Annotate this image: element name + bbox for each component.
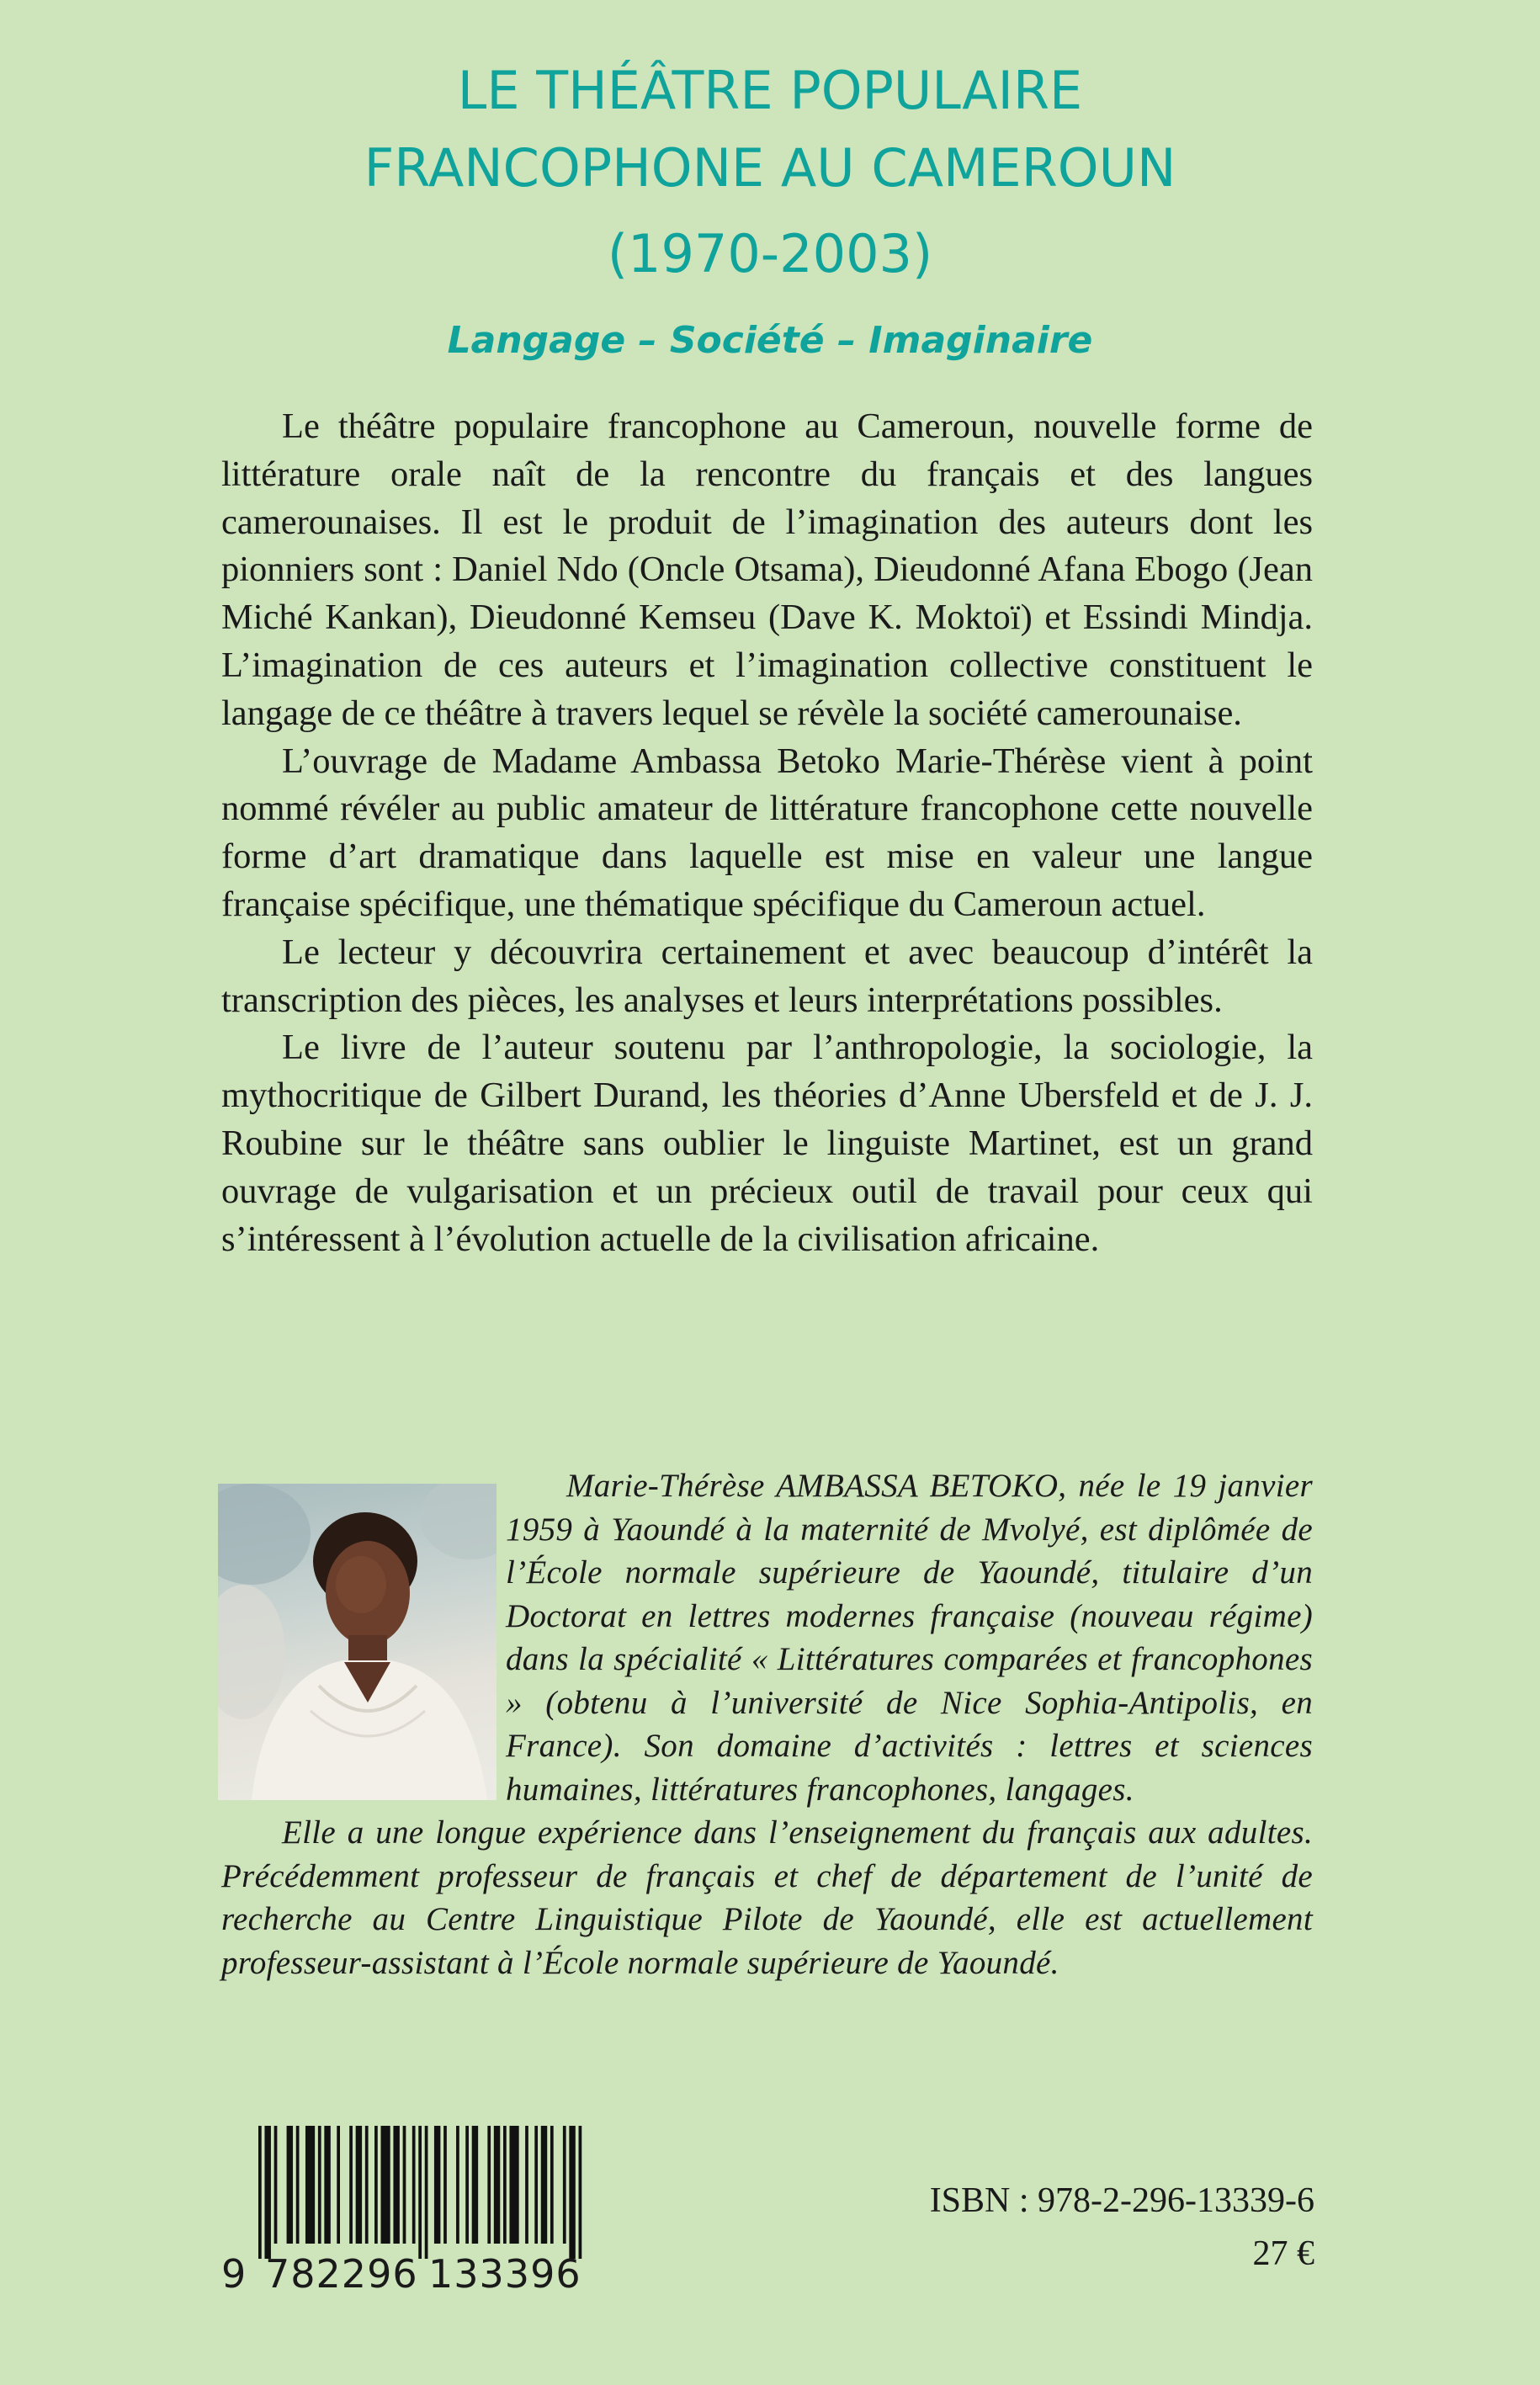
barcode-bar [503,2126,507,2244]
barcode-bar [487,2126,491,2244]
barcode-bar [418,2126,422,2259]
barcode-bar [443,2126,447,2244]
barcode-bar [550,2126,554,2244]
barcode-first-digit: 9 [221,2251,247,2297]
barcode-digits-left: 782296 [265,2251,418,2297]
author-bio-paragraph: Marie-Thérèse AMBASSA BETOKO, née le 19 janvier 1959 à Yaoundé à la maternité de Mvolyé, est diplômée de l’École normale supérieure de Yaoundé, titulaire d’un Doctorat en lettres modernes française (nouveau régime) dans la spécialité « Littératures comparées et francophones » (obtenu à l’université de Nice Sophia-Antipolis, en France). Son domaine d’activités : lettres et sciences humaines, littératures francophones, langages. [506,1468,1313,1808]
summary-text [221,403,1313,1263]
barcode-bars [258,2126,585,2259]
barcode-bar [393,2126,399,2244]
barcode-bar [374,2126,378,2244]
barcode-bar [465,2126,469,2244]
barcode-bar [456,2126,459,2244]
barcode-bar [579,2126,582,2259]
summary-paragraph: Le livre de l’auteur soutenu par l’anthropologie, la sociologie, la mythocritique de Gilbert Durand, les théories d’Anne Ubersfeld et de J. J. Roubine sur le théâtre sans oublier le linguiste Martinet, est un grand ouvrage de vulgarisation et un précieux outil de travail pour ceux qui s’intéressent à l’évolution actuelle de la civilisation africaine. [221,1028,1313,1259]
barcode-bar [356,2126,362,2244]
barcode-bar [541,2126,547,2244]
barcode-bar [318,2126,321,2244]
barcode-bar [472,2126,478,2244]
barcode-bar [365,2126,369,2244]
price: 27 € [1252,2234,1314,2273]
barcode-bar [569,2126,575,2259]
barcode-bar [525,2126,528,2244]
barcode-bar [349,2126,353,2244]
barcode-bar [324,2126,330,2244]
photo-spacer [221,1464,506,1811]
author-bio [221,1464,1313,1984]
barcode-bar [296,2126,300,2244]
barcode-bar [563,2126,566,2244]
barcode-bar [287,2126,293,2244]
author-bio-paragraph: Elle a une longue expérience dans l’enseignement du français aux adultes. Précédemment professeur de français et chef de département de l’unité de recherche au Centre Linguistique Pilote de Yaoundé, elle est actuellement professeur-assistant à l’École normale supérieure de Yaoundé. [221,1814,1313,1981]
barcode-bar [534,2126,538,2244]
barcode-bar [403,2126,406,2244]
barcode-bar [494,2126,500,2244]
barcode-bar [425,2126,428,2259]
barcode-bar [264,2126,270,2259]
book-title-dates: (1970-2003) [607,223,933,284]
isbn-number: ISBN : 978-2-296-13339-6 [929,2181,1314,2220]
summary-paragraph: Le lecteur y découvrira certainement et avec beaucoup d’intérêt la transcription des pièces, les analyses et leurs interprétations possibles. [221,932,1313,1020]
summary-paragraph: Le théâtre populaire francophone au Cameroun, nouvelle forme de littérature orale naît de la rencontre du français et des langues camerounaises. Il est le produit de l’imagination des auteurs dont les pionniers sont : Daniel Ndo (Oncle Otsama), Dieudonné Afana Ebogo (Jean Miché Kankan), Dieudonné Kemseu (Dave K. Moktoï) et Essindi Mindja. L’imagination de ces auteurs et l’imagination collective constituent le langage de ce théâtre à travers lequel se révèle la société camerounaise. [221,406,1313,733]
barcode [221,2126,592,2297]
barcode-digits-right: 133396 [428,2251,581,2297]
barcode-bar [412,2126,416,2244]
barcode-bar [305,2126,315,2244]
book-subtitle: Langage – Société – Imaginaire [447,319,1093,362]
book-title-line-1: LE THÉÂTRE POPULAIRE [457,60,1083,121]
barcode-bar [258,2126,262,2259]
barcode-bar [337,2126,340,2244]
barcode-bar [509,2126,518,2244]
barcode-bar [434,2126,440,2244]
summary-paragraph: L’ouvrage de Madame Ambassa Betoko Marie-Thérèse vient à point nommé révéler au public amateur de littérature francophone cette nouvelle forme d’art dramatique dans laquelle est mise en valeur une langue française spécifique, une thématique spécifique du Cameroun actuel. [221,741,1313,924]
barcode-bar [381,2126,390,2244]
barcode-bar [274,2126,278,2244]
book-title-line-2: FRANCOPHONE AU CAMEROUN [364,137,1176,199]
